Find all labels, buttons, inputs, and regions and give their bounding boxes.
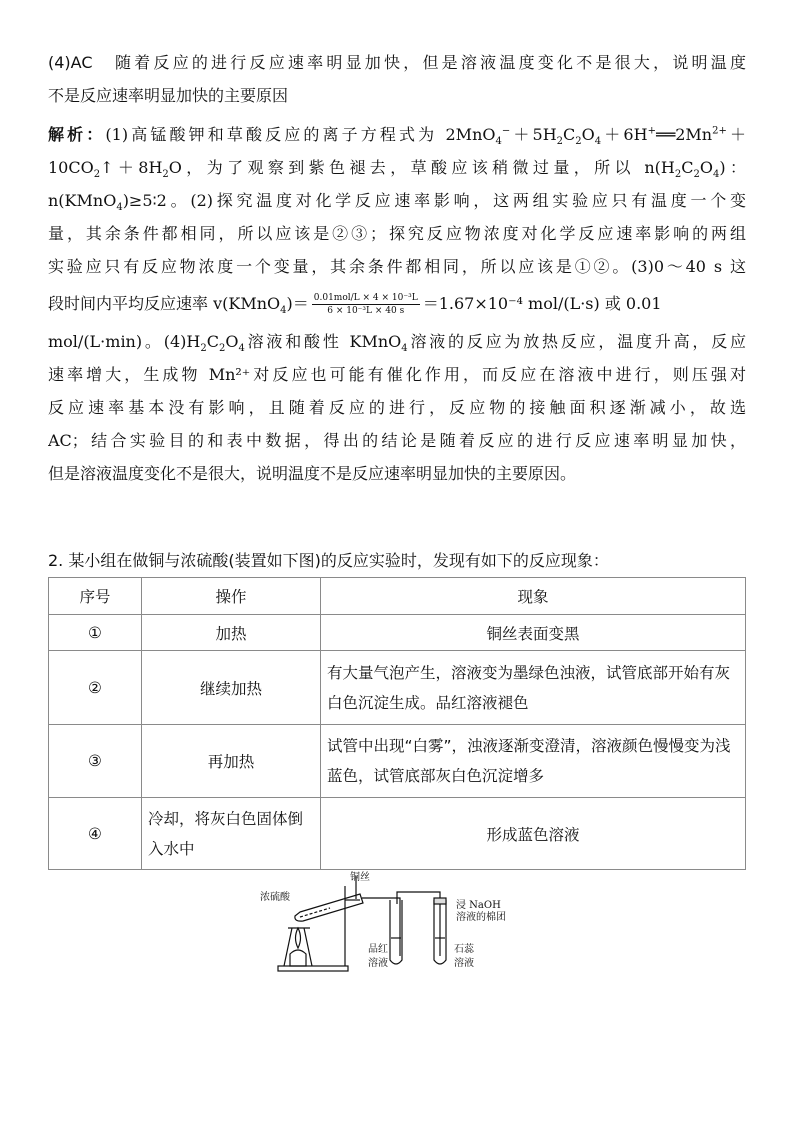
- analysis-line-9: 反应速率基本没有影响，且随着反应的进行，反应物的接触面积逐渐减小，故选: [48, 398, 746, 417]
- answer-4-line-1: (4)AC 随着反应的进行反应速率明显加快，但是溶液温度变化不是很大，说明温度: [48, 53, 746, 72]
- row-no: ②: [49, 651, 142, 725]
- alcohol-lamp: [290, 950, 306, 966]
- row-phenomenon: 试管中出现“白雾”，浊液逐渐变澄清，溶液颜色慢慢变为浅蓝色，试管底部灰白色沉淀增多: [321, 725, 746, 798]
- table-row: [49, 725, 746, 798]
- reaction-test-tube: [295, 894, 363, 921]
- analysis-line-6: 段时间内平均反应速率 v(KMnO$_4$)＝ $\frac{\text{0.01mol/L × 4 × 10⁻³L}}{\text{6 × 10⁻³L × 40 s}}$ ＝1.67×10⁻⁴ mol/(L·s) 或 0.01: [48, 293, 662, 317]
- analysis-paragraph: [48, 118, 746, 490]
- label-litmus-1: 石蕊: [454, 944, 474, 955]
- fraction-denominator: 6 × 10⁻³L × 40 s: [327, 306, 405, 316]
- label-copper-wire: 铜丝: [350, 872, 370, 883]
- analysis-line-8: 速率增大，生成物 Mn²⁺对反应也可能有催化作用，而反应在溶液中进行，则压强对: [48, 365, 746, 384]
- row-phenomenon: 有大量气泡产生，溶液变为墨绿色浊液，试管底部开始有灰白色沉淀生成。品红溶液褪色: [321, 651, 746, 725]
- row-operation: 冷却，将灰白色固体倒入水中: [142, 798, 321, 870]
- phenomena-table: [48, 577, 746, 870]
- acid-level: [300, 908, 330, 917]
- analysis-label: 解析：: [48, 125, 106, 144]
- flame-icon: [296, 928, 301, 948]
- row-no: ④: [49, 798, 142, 870]
- stand-base: [278, 966, 348, 971]
- row-no: ①: [49, 615, 142, 651]
- table-row: [49, 615, 746, 651]
- header-operation: 操作: [142, 578, 321, 615]
- label-conc-acid: 浓硫酸: [260, 892, 290, 903]
- row-operation: 继续加热: [142, 651, 321, 725]
- analysis-line-7: mol/(L·min)。$(4)H_2C_2O_4$溶液和酸性 KMnO$_4$溶液的反应为放热反应，温度升高，反应: [48, 332, 746, 355]
- row-operation: 再加热: [142, 725, 321, 798]
- naoh-cotton: [434, 898, 446, 904]
- question-2: [48, 544, 746, 577]
- header-no: 序号: [49, 578, 142, 615]
- question-2-text: 2. 某小组在做铜与浓硫酸(装置如下图)的反应实验时，发现有如下的反应现象：: [48, 551, 609, 570]
- analysis-line-4: 量，其余条件都相同，所以应该是②③；探究反应物浓度对化学反应速率影响的两组: [48, 224, 746, 243]
- label-naoh-2: 溶液的棉团: [456, 912, 506, 923]
- table-row: [49, 651, 746, 725]
- row-phenomenon: 铜丝表面变黑: [321, 615, 746, 651]
- label-magenta-1: 品红: [368, 944, 388, 955]
- label-litmus-2: 溶液: [454, 958, 474, 969]
- analysis-line-10: AC；结合实验目的和表中数据，得出的结论是随着反应的进行反应速率明显加快，: [48, 431, 746, 450]
- analysis-line-3: n(KMnO$_4$)≥5∶2。(2)探究温度对化学反应速率影响，这两组实验应只有温度一个变: [48, 191, 746, 214]
- table-header-row: [49, 578, 746, 615]
- analysis-line-5: 实验应只有反应物浓度一个变量，其余条件都相同，所以应该是①②。(3)0～40 s 这: [48, 257, 746, 276]
- header-phenomenon: 现象: [321, 578, 746, 615]
- apparatus-diagram: [260, 866, 520, 976]
- analysis-line-11: 但是溶液温度变化不是很大，说明温度不是反应速率明显加快的主要原因。: [48, 464, 577, 483]
- fraction-numerator: 0.01mol/L × 4 × 10⁻³L: [313, 293, 418, 303]
- label-naoh-1: 浸 NaOH: [456, 900, 501, 911]
- rate-fraction: [312, 292, 420, 317]
- answer-4: [48, 46, 746, 112]
- row-phenomenon: 形成蓝色溶液: [321, 798, 746, 870]
- analysis-line-2: $10CO_2↑+8H_2O$，为了观察到紫色褪去，草酸应该稍微过量，所以 $n(H_2C_2O_4)$：: [48, 158, 746, 181]
- analysis-line-1: 解析：(1)高锰酸钾和草酸反应的离子方程式为 $2MnO_4^-+5H_2C_2O_4+6H^+══2Mn^{2+}+$: [48, 125, 746, 148]
- answer-4-line-2: 不是反应速率明显加快的主要原因: [48, 86, 289, 105]
- row-no: ③: [49, 725, 142, 798]
- label-magenta-2: 溶液: [368, 958, 388, 969]
- row-operation: 加热: [142, 615, 321, 651]
- table-row: [49, 798, 746, 870]
